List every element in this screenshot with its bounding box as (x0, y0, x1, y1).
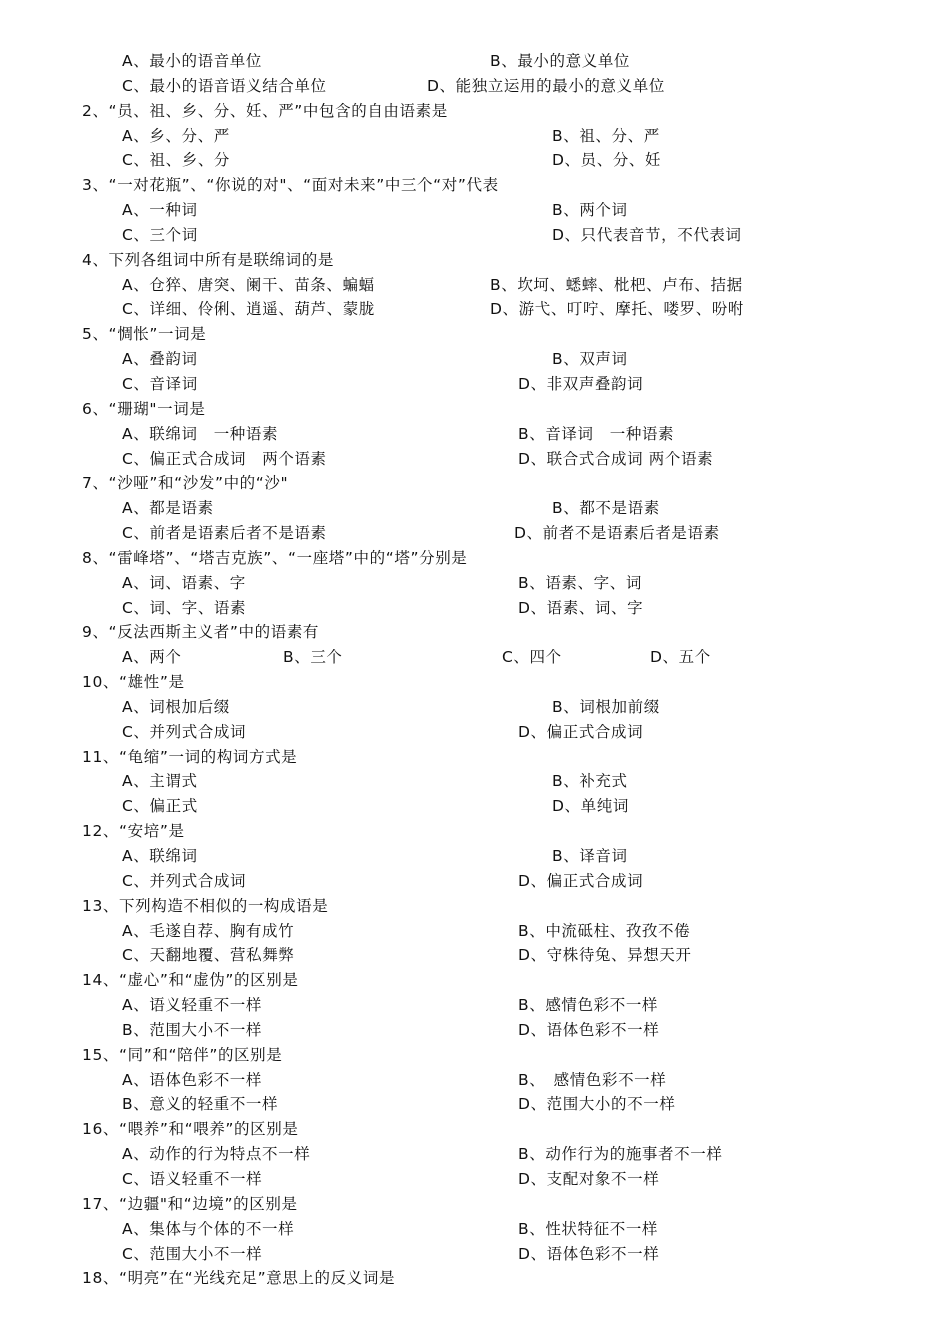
question-line (0, 397, 950, 422)
question-text: 16、“喂养”和“喂养”的区别是 (82, 1120, 299, 1139)
option-right: D、非双声叠韵词 (518, 374, 644, 393)
option-right: B、都不是语素 (552, 499, 660, 518)
option-right: B、动作行为的施事者不一样 (518, 1145, 723, 1164)
option-right: B、最小的意义单位 (490, 52, 631, 70)
question-line (0, 968, 950, 993)
question-text: 18、“明亮”在“光线充足”意思上的反义词是 (82, 1269, 396, 1288)
options-line (0, 49, 950, 74)
options-line (0, 447, 950, 472)
option-left: C、三个词 (122, 225, 198, 244)
question-line (0, 894, 950, 919)
option-left: A、最小的语音单位 (122, 52, 263, 70)
option-right: B、音译词 一种语素 (518, 424, 675, 443)
question-text: 4、下列各组词中所有是联绵词的是 (82, 250, 334, 269)
options-line (0, 74, 950, 99)
option-right: D、只代表音节，不代表词 (552, 225, 742, 244)
option-right: B、感情色彩不一样 (518, 996, 659, 1015)
question-line (0, 1192, 950, 1217)
option-left: C、偏正式合成词 两个语素 (122, 449, 327, 468)
options-line (0, 422, 950, 447)
options-line (0, 596, 950, 621)
options-line (0, 993, 950, 1018)
option-left: C、前者是语素后者不是语素 (122, 524, 327, 543)
option-right: D、语体色彩不一样 (518, 1244, 660, 1263)
options-line (0, 297, 950, 322)
option-left: C、并列式合成词 (122, 722, 247, 741)
question-text: 12、“安培”是 (82, 822, 185, 841)
question-line (0, 546, 950, 571)
option-left: A、联绵词 (122, 847, 198, 865)
option-right: D、语素、词、字 (518, 598, 644, 617)
option-left: A、语体色彩不一样 (122, 1070, 263, 1089)
option-left: C、天翻地覆、营私舞弊 (122, 946, 295, 965)
options-line (0, 1217, 950, 1242)
option-left: A、主谓式 (122, 772, 198, 791)
option-left: A、集体与个体的不一样 (122, 1219, 295, 1238)
option-d: D、五个 (650, 648, 711, 667)
option-c: C、四个 (502, 648, 562, 667)
question-text: 15、“同”和“陪伴”的区别是 (82, 1045, 283, 1064)
options-line (0, 1092, 950, 1117)
option-right: D、守株待兔、异想天开 (518, 946, 692, 965)
question-line (0, 670, 950, 695)
option-right: D、支配对象不一样 (518, 1169, 660, 1188)
question-line (0, 745, 950, 770)
options-line (0, 844, 950, 869)
option-right: B、 感情色彩不一样 (518, 1070, 667, 1089)
option-right: D、范围大小的不一样 (518, 1095, 676, 1114)
option-left: A、词根加后缀 (122, 697, 230, 716)
option-left: A、仓猝、唐突、阑干、苗条、蝙蝠 (122, 275, 375, 294)
question-text: 2、“员、祖、乡、分、妊、严”中包含的自由语素是 (82, 101, 448, 120)
option-left: C、最小的语音语义结合单位 (122, 76, 327, 95)
option-right: D、联合式合成词 两个语素 (518, 449, 714, 468)
option-left: C、并列式合成词 (122, 871, 247, 890)
option-right: B、性状特征不一样 (518, 1219, 659, 1238)
question-text: 14、“虚心”和“虚伪”的区别是 (82, 971, 299, 990)
question-text: 6、“珊瑚"一词是 (82, 399, 206, 418)
option-right: B、语素、字、词 (518, 573, 642, 592)
option-right: D、语体色彩不一样 (518, 1020, 660, 1039)
option-left: C、音译词 (122, 374, 198, 393)
options-line (0, 521, 950, 546)
option-left: A、叠韵词 (122, 350, 198, 369)
option-right: B、词根加前缀 (552, 697, 660, 716)
options-line (0, 273, 950, 298)
options-line (0, 1242, 950, 1267)
option-right: B、译音词 (552, 847, 628, 865)
option-right: B、双声词 (552, 350, 628, 369)
option-left: A、乡、分、严 (122, 126, 230, 145)
option-left: C、词、字、语素 (122, 598, 247, 617)
option-b: B、三个 (283, 648, 343, 667)
option-left: A、毛遂自荐、胸有成竹 (122, 921, 295, 940)
question-line (0, 248, 950, 273)
option-right: D、员、分、妊 (552, 151, 662, 170)
options-line (0, 347, 950, 372)
options-line (0, 124, 950, 149)
option-left: A、动作的行为特点不一样 (122, 1145, 311, 1164)
question-line (0, 99, 950, 124)
option-left: C、语义轻重不一样 (122, 1169, 263, 1188)
option-right: B、两个词 (552, 201, 628, 220)
option-right: D、单纯词 (552, 797, 629, 816)
question-text: 10、“雄性”是 (82, 673, 185, 692)
option-a: A、两个 (122, 648, 182, 667)
option-right: B、祖、分、严 (552, 126, 660, 145)
option-left: B、范围大小不一样 (122, 1020, 263, 1039)
question-line (0, 819, 950, 844)
option-right: D、偏正式合成词 (518, 722, 644, 741)
question-text: 11、“龟缩”一词的构词方式是 (82, 747, 298, 766)
option-left: B、意义的轻重不一样 (122, 1095, 279, 1114)
options-line (0, 496, 950, 521)
option-left: C、详细、伶俐、逍遥、葫芦、蒙胧 (122, 300, 375, 319)
option-right: D、游弋、叮咛、摩托、喽罗、吩咐 (490, 300, 745, 319)
options-line (0, 794, 950, 819)
options-line (0, 1167, 950, 1192)
option-right: B、坎坷、蟋蟀、枇杷、卢布、拮据 (490, 275, 743, 294)
options-line (0, 372, 950, 397)
option-left: A、语义轻重不一样 (122, 996, 263, 1015)
question-line (0, 620, 950, 645)
option-right: D、前者不是语素后者是语素 (514, 524, 720, 543)
question-line (0, 322, 950, 347)
option-left: A、都是语素 (122, 499, 214, 518)
question-text: 9、“反法西斯主义者”中的语素有 (82, 623, 320, 642)
option-right: D、偏正式合成词 (518, 871, 644, 890)
option-left: A、联绵词 一种语素 (122, 424, 279, 443)
document-body (0, 49, 950, 1291)
options-line (0, 695, 950, 720)
option-left: A、词、语素、字 (122, 573, 246, 592)
options-line (0, 1018, 950, 1043)
options-line (0, 1068, 950, 1093)
option-left: A、一种词 (122, 201, 198, 220)
option-left: C、祖、乡、分 (122, 151, 231, 170)
question-text: 7、“沙哑”和“沙发”中的“沙" (82, 474, 289, 493)
options-line (0, 571, 950, 596)
options-line (0, 769, 950, 794)
option-right: B、中流砥柱、孜孜不倦 (518, 921, 691, 940)
option-right: D、能独立运用的最小的意义单位 (427, 76, 665, 95)
option-left: C、范围大小不一样 (122, 1244, 263, 1263)
options-line (0, 1142, 950, 1167)
options-line (0, 943, 950, 968)
option-right: B、补充式 (552, 772, 628, 791)
question-text: 3、“一对花瓶”、“你说的对"、“面对未来”中三个“对”代表 (82, 176, 499, 195)
question-line (0, 1043, 950, 1068)
options-line (0, 720, 950, 745)
question-text: 17、“边疆"和“边境”的区别是 (82, 1194, 298, 1213)
question-line (0, 1266, 950, 1291)
question-line (0, 173, 950, 198)
options-line (0, 223, 950, 248)
question-text: 13、下列构造不相似的一构成语是 (82, 896, 329, 915)
question-text: 8、“雷峰塔”、“塔吉克族”、“一座塔”中的“塔”分别是 (82, 548, 468, 567)
options-line (0, 198, 950, 223)
question-text: 5、“惆怅”一词是 (82, 325, 207, 344)
options-line (0, 869, 950, 894)
options-line (0, 645, 950, 670)
options-line (0, 148, 950, 173)
question-line (0, 1117, 950, 1142)
option-left: C、偏正式 (122, 797, 198, 816)
options-line (0, 919, 950, 944)
question-line (0, 471, 950, 496)
